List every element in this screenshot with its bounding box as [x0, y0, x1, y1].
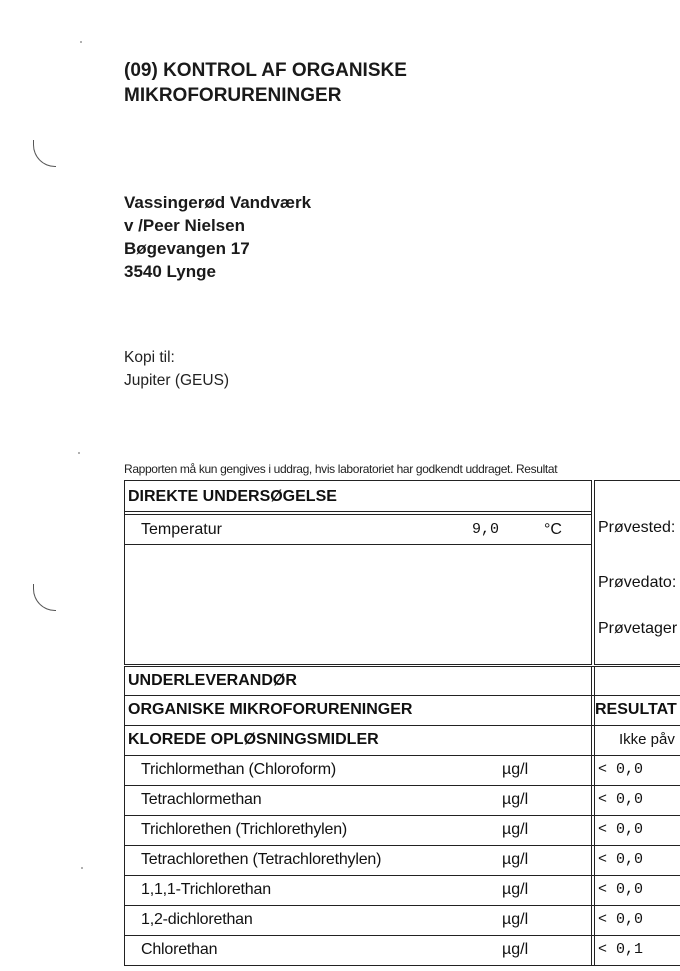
- result-value: < 0,1: [598, 941, 644, 958]
- table-row: [124, 936, 680, 966]
- table-row: [124, 906, 680, 936]
- substance-name: 1,1,1-Trichlorethan: [141, 881, 271, 898]
- substance-cell: [124, 936, 592, 965]
- document-title: [124, 58, 407, 108]
- temperature-row: [125, 514, 591, 545]
- result-value: < 0,0: [598, 851, 644, 868]
- table-row: [124, 786, 680, 816]
- title-line: (09) KONTROL AF ORGANISKE: [124, 60, 407, 81]
- result-cell: [594, 786, 680, 815]
- result-cell: [594, 906, 680, 935]
- substance-unit: µg/l: [502, 791, 529, 808]
- temperature-value: 9,0: [472, 521, 500, 538]
- section-heading: ORGANISKE MIKROFORURENINGER: [124, 696, 592, 725]
- substance-cell: [124, 906, 592, 935]
- temperature-label: Temperatur: [141, 521, 222, 538]
- recipient-contact: v /Peer Nielsen: [124, 216, 245, 235]
- substance-cell: [124, 876, 592, 905]
- punch-hole-mark: [33, 140, 56, 167]
- result-value: < 0,0: [598, 761, 644, 778]
- result-value: < 0,0: [598, 911, 644, 928]
- substance-name: Trichlorethen (Trichlorethylen): [141, 821, 348, 838]
- recipient-name: Vassingerød Vandværk: [124, 193, 312, 212]
- result-cell: [594, 726, 680, 755]
- table-row: [124, 876, 680, 906]
- substance-name: Tetrachlormethan: [141, 791, 262, 808]
- copy-recipient: Jupiter (GEUS): [124, 372, 230, 389]
- group-heading: KLOREDE OPLØSNINGSMIDLER: [124, 726, 592, 755]
- result-cell: [594, 816, 680, 845]
- recipient-street: Bøgevangen 17: [124, 239, 250, 258]
- subcontractor-heading: UNDERLEVERANDØR: [124, 667, 592, 695]
- sample-info-box: [594, 480, 680, 665]
- substance-name: Trichlormethan (Chloroform): [141, 761, 336, 778]
- recipient-address: [124, 191, 311, 283]
- scan-speck: [81, 867, 83, 869]
- substance-cell: [124, 846, 592, 875]
- substance-unit: µg/l: [502, 881, 529, 898]
- substance-unit: µg/l: [502, 851, 529, 868]
- result-cell: [594, 936, 680, 965]
- substance-unit: µg/l: [502, 911, 529, 928]
- report-note: Rapporten må kun gengives i uddrag, hvis laboratoriet har godkendt uddraget. Resultat: [124, 462, 558, 476]
- recipient-city: 3540 Lynge: [124, 262, 216, 281]
- substance-cell: [124, 816, 592, 845]
- substance-name: Tetrachlorethen (Tetrachlorethylen): [141, 851, 382, 868]
- substance-cell: [124, 756, 592, 785]
- title-line: MIKROFORURENINGER: [124, 85, 342, 106]
- temperature-unit: °C: [544, 521, 562, 538]
- subcontractor-row: [124, 666, 680, 696]
- punch-hole-mark: [33, 584, 56, 611]
- result-cell: [594, 667, 680, 695]
- group-note: Ikke påv: [619, 731, 675, 748]
- table-row: [124, 846, 680, 876]
- result-cell: [594, 846, 680, 875]
- direct-examination-heading: DIREKTE UNDERSØGELSE: [125, 481, 591, 512]
- result-value: < 0,0: [598, 791, 644, 808]
- table-row: [124, 756, 680, 786]
- direct-examination-box: [124, 480, 592, 665]
- section-row: [124, 696, 680, 726]
- sample-date-label: Prøvedato:: [598, 574, 677, 591]
- result-cell: [594, 876, 680, 905]
- sample-taker-label: Prøvetager: [598, 620, 678, 637]
- copy-block: [124, 346, 229, 392]
- table-row: [124, 816, 680, 846]
- substance-unit: µg/l: [502, 941, 529, 958]
- scan-speck: [78, 452, 80, 454]
- substance-name: 1,2-dichlorethan: [141, 911, 253, 928]
- result-value: < 0,0: [598, 821, 644, 838]
- result-value: < 0,0: [598, 881, 644, 898]
- scan-speck: [80, 41, 82, 43]
- substance-name: Chlorethan: [141, 941, 218, 958]
- result-header: RESULTAT: [595, 701, 677, 718]
- substance-unit: µg/l: [502, 821, 529, 838]
- result-cell: [594, 756, 680, 785]
- substance-cell: [124, 786, 592, 815]
- result-cell: [594, 696, 680, 725]
- substance-unit: µg/l: [502, 761, 529, 778]
- group-row: [124, 726, 680, 756]
- sample-site-label: Prøvested:: [598, 519, 676, 536]
- copy-label: Kopi til:: [124, 349, 175, 366]
